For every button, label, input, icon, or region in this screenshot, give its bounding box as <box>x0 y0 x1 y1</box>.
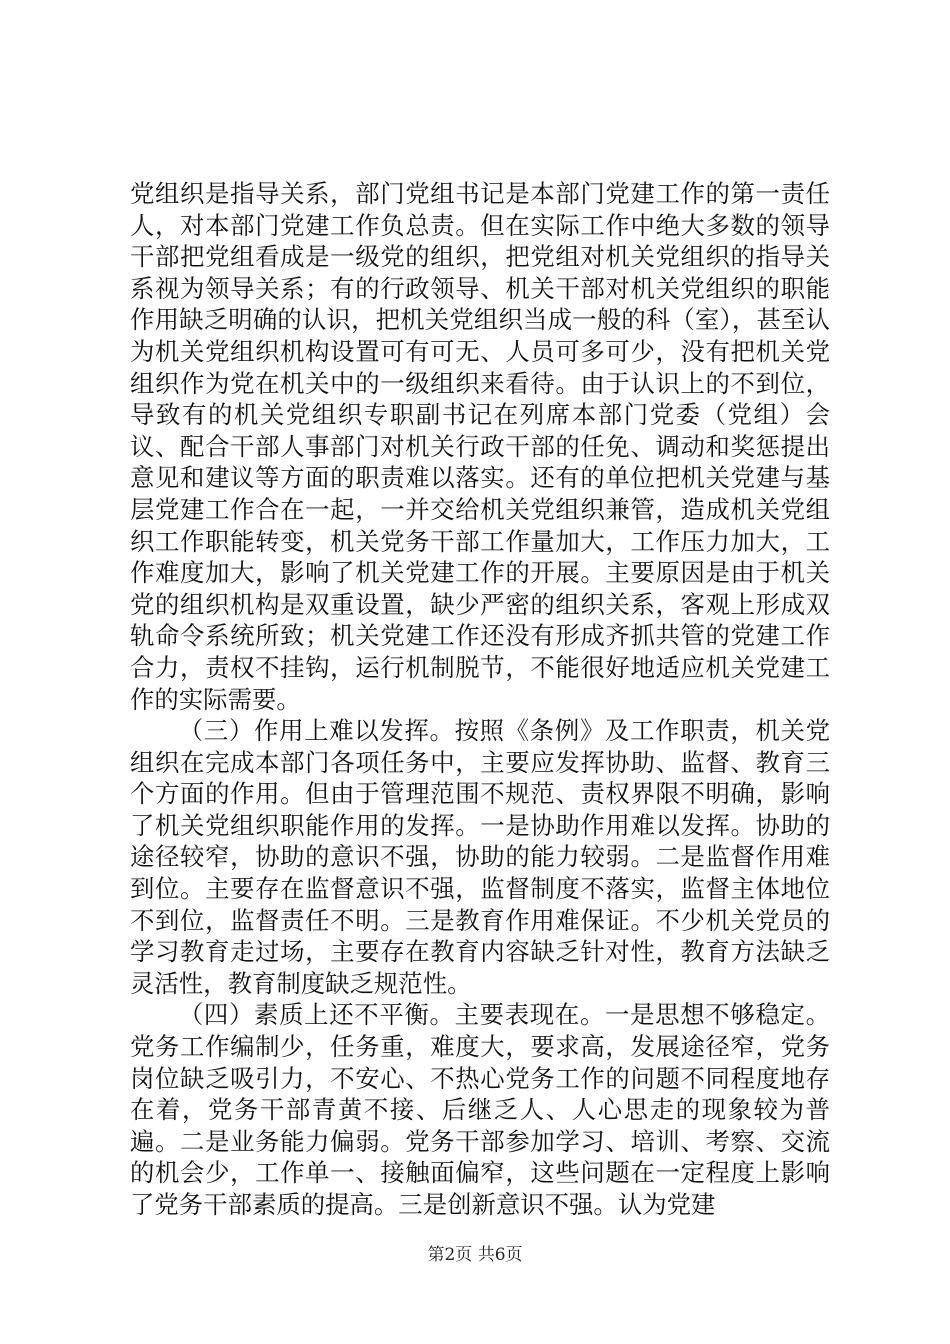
paragraph-section-four: （四）素质上还不平衡。主要表现在。一是思想不够稳定。党务工作编制少，任务重，难度大，要求高，发展途径窄，党务岗位缺乏吸引力，不安心、不热心党务工作的问题不同程度地存在着，党务干部青黄不接、后继乏人、人心思走的现象较为普遍。二是业务能力偏弱。党务干部参加学习、培训、考察、交流的机会少，工作单一、接触面偏窄，这些问题在一定程度上影响了党务干部素质的提高。三是创新意识不强。认为党建 <box>130 1000 830 1219</box>
paragraph-section-three: （三）作用上难以发挥。按照《条例》及工作职责，机关党组织在完成本部门各项任务中，主要应发挥协助、监督、教育三个方面的作用。但由于管理范围不规范、责权界限不明确，影响了机关党组织职能作用的发挥。一是协助作用难以发挥。协助的途径较窄，协助的意识不强，协助的能力较弱。二是监督作用难到位。主要存在监督意识不强，监督制度不落实，监督主体地位不到位，监督责任不明。三是教育作用难保证。不少机关党员的学习教育走过场，主要存在教育内容缺乏针对性，教育方法缺乏灵活性，教育制度缺乏规范性。 <box>130 716 830 998</box>
body-text <box>130 178 830 1221</box>
page-footer: 第2页 共6页 <box>427 1245 523 1265</box>
paragraph-continued: 党组织是指导关系，部门党组书记是本部门党建工作的第一责任人，对本部门党建工作负总责。但在实际工作中绝大多数的领导干部把党组看成是一级党的组织，把党组对机关党组织的指导关系视为领导关系；有的行政领导、机关干部对机关党组织的职能作用缺乏明确的认识，把机关党组织当成一般的科（室），甚至认为机关党组织机构设置可有可无、人员可多可少，没有把机关党组织作为党在机关中的一级组织来看待。由于认识上的不到位，导致有的机关党组织专职副书记在列席本部门党委（党组）会议、配合干部人事部门对机关行政干部的任免、调动和奖惩提出意见和建议等方面的职责难以落实。还有的单位把机关党建与基层党建工作合在一起，一并交给机关党组织兼管，造成机关党组织工作职能转变，机关党务干部工作量加大，工作压力加大，工作难度加大，影响了机关党建工作的开展。主要原因是由于机关党的组织机构是双重设置，缺少严密的组织关系，客观上形成双轨命令系统所致；机关党建工作还没有形成齐抓共管的党建工作合力，责权不挂钩，运行机制脱节，不能很好地适应机关党建工作的实际需要。 <box>130 179 830 714</box>
